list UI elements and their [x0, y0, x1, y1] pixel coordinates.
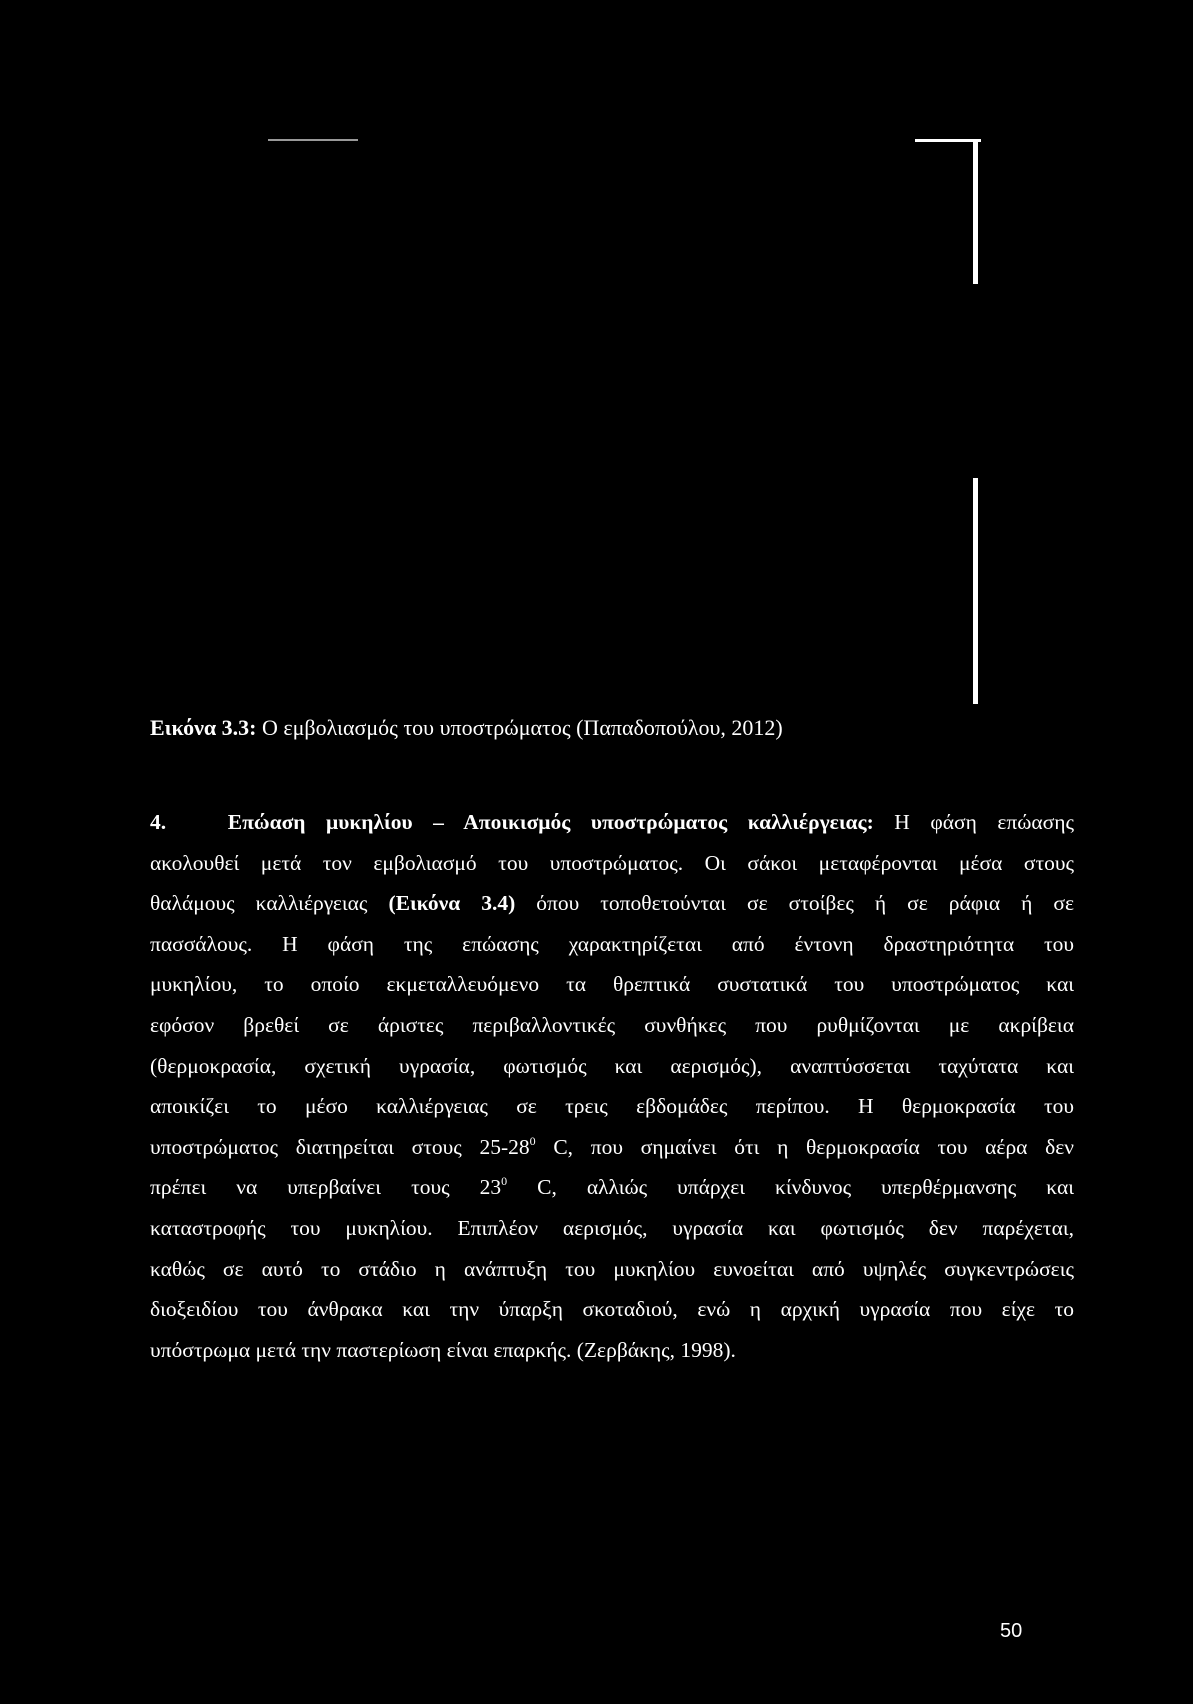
- degree-superscript: 0: [501, 1174, 508, 1189]
- section-number: 4.: [150, 810, 167, 834]
- page-number: 50: [1000, 1620, 1023, 1642]
- scan-artifact-right-top-vertical: [973, 139, 978, 284]
- text-line: καταστροφής του μυκηλίου. Επιπλέον αερισμός, υγρασία και φωτισμός δεν παρέχεται,: [150, 1215, 1074, 1240]
- caption-text: Ο εμβολιασμός του υποστρώματος (Παπαδοπούλου, 2012): [256, 715, 783, 740]
- text-line: καθώς σε αυτό το στάδιο η ανάπτυξη του μυκηλίου ευνοείται από υψηλές συγκεντρώσεις: [150, 1256, 1074, 1281]
- caption-label: Εικόνα 3.3:: [150, 715, 257, 740]
- text-line: πρέπει να υπερβαίνει τους $23^0$ C, αλλιώς υπάρχει κίνδυνος υπερθέρμανσης και: [150, 1174, 1074, 1200]
- scan-artifact-top-line: [268, 139, 358, 141]
- text-line: ακολουθεί μετά τον εμβολιασμό του υποστρώματος. Οι σάκοι μεταφέρονται μέσα στους: [150, 850, 1074, 875]
- figure-image: [0, 0, 1193, 700]
- figure-reference: (Εικόνα 3.4): [388, 891, 516, 916]
- text-line: εφόσον βρεθεί σε άριστες περιβαλλοντικές συνθήκες που ρυθμίζονται με ακρίβεια: [150, 1012, 1074, 1037]
- text-line: διοξειδίου του άνθρακα και την ύπαρξη σκοταδιού, ενώ η αρχική υγρασία που είχε το: [150, 1297, 1074, 1322]
- degree-superscript: 0: [529, 1133, 536, 1148]
- section-heading: Επώαση μυκηλίου – Αποικισμός υποστρώματος καλλιέργειας:: [227, 810, 874, 834]
- text-line: πασσάλους. Η φάση της επώασης χαρακτηρίζεται από έντονη δραστηριότητα του: [150, 931, 1074, 956]
- figure-caption: [150, 712, 1050, 744]
- text-line: υπόστρωμα μετά την παστερίωση είναι επαρκής. (Ζερβάκης, 1998).: [150, 1337, 736, 1362]
- text-line: 4. Επώαση μυκηλίου – Αποικισμός υποστρώματος καλλιέργειας: Η φάση επώασης: [150, 810, 1075, 834]
- text-line: μυκηλίου, το οποίο εκμεταλλευόμενο τα θρεπτικά συστατικά του υποστρώματος και: [150, 972, 1074, 997]
- scan-artifact-right-bottom-vertical: [973, 478, 978, 704]
- scan-artifact-right-top-bar: [915, 139, 981, 142]
- text-line: θαλάμους καλλιέργειας (Εικόνα 3.4) όπου τοποθετούνται σε στοίβες ή σε ράφια ή σε: [150, 891, 1075, 916]
- text-line: αποικίζει το μέσο καλλιέργειας σε τρεις εβδομάδες περίπου. Η θερμοκρασία του: [150, 1094, 1074, 1119]
- text-line: υποστρώματος διατηρείται στους $25-28^0$ C, που σημαίνει ότι η θερμοκρασία του αέρα δεν: [150, 1133, 1074, 1159]
- text-line: (θερμοκρασία, σχετική υγρασία, φωτισμός και αερισμός), αναπτύσσεται ταχύτατα και: [150, 1053, 1074, 1078]
- section-body: [150, 802, 1074, 1370]
